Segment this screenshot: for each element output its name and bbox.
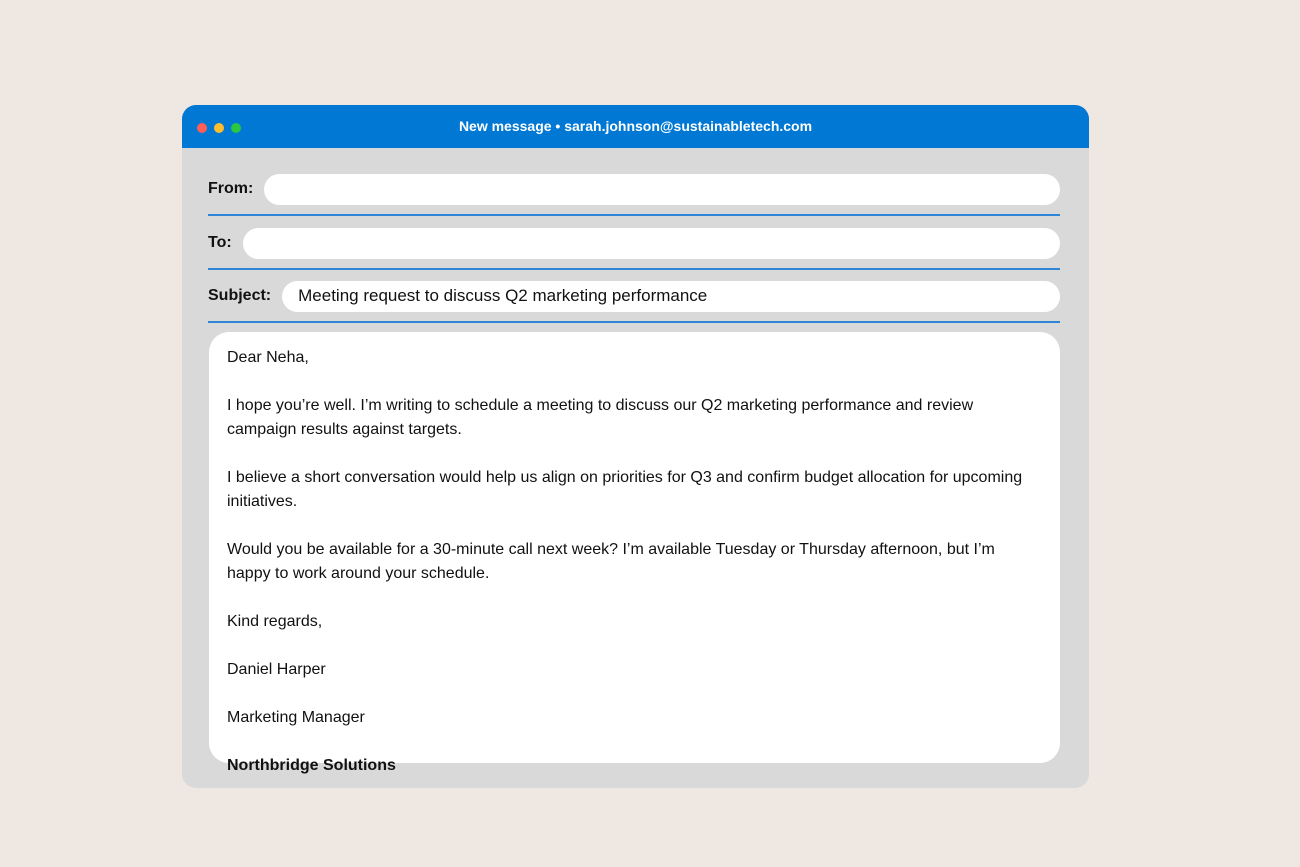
body-paragraph-2: I believe a short conversation would help us align on priorities for Q3 and confirm budget allocation for upcoming initiatives.	[227, 469, 1023, 510]
window-controls	[197, 123, 241, 133]
to-label: To:	[208, 234, 232, 251]
from-field[interactable]	[264, 174, 1060, 205]
sender-name: Daniel Harper	[227, 661, 326, 678]
body-paragraph-1: I hope you’re well. I’m writing to schedule a meeting to discuss our Q2 marketing performance and review campaign results against targets.	[227, 397, 974, 438]
to-field[interactable]	[243, 228, 1060, 259]
from-label: From:	[208, 180, 254, 197]
close-window-button[interactable]	[197, 123, 207, 133]
title-bar	[182, 105, 1089, 148]
maximize-window-button[interactable]	[231, 123, 241, 133]
from-row	[208, 164, 1060, 216]
subject-label: Subject:	[208, 287, 272, 304]
compose-window	[182, 105, 1089, 788]
subject-row	[208, 271, 1060, 323]
minimize-window-button[interactable]	[214, 123, 224, 133]
sender-company: Northbridge Solutions	[227, 757, 396, 774]
sender-title: Marketing Manager	[227, 709, 365, 726]
subject-field[interactable]: Meeting request to discuss Q2 marketing performance	[282, 281, 1060, 312]
body-paragraph-3: Would you be available for a 30-minute call next week? I’m available Tuesday or Thursday afternoon, but I’m happy to work around your schedule.	[227, 541, 995, 582]
signoff: Kind regards,	[227, 613, 323, 630]
message-body[interactable]	[209, 332, 1060, 774]
window-title: New message • sarah.johnson@sustainabletech.com	[458, 117, 813, 134]
to-row	[208, 218, 1060, 270]
greeting: Dear Neha,	[227, 349, 309, 366]
